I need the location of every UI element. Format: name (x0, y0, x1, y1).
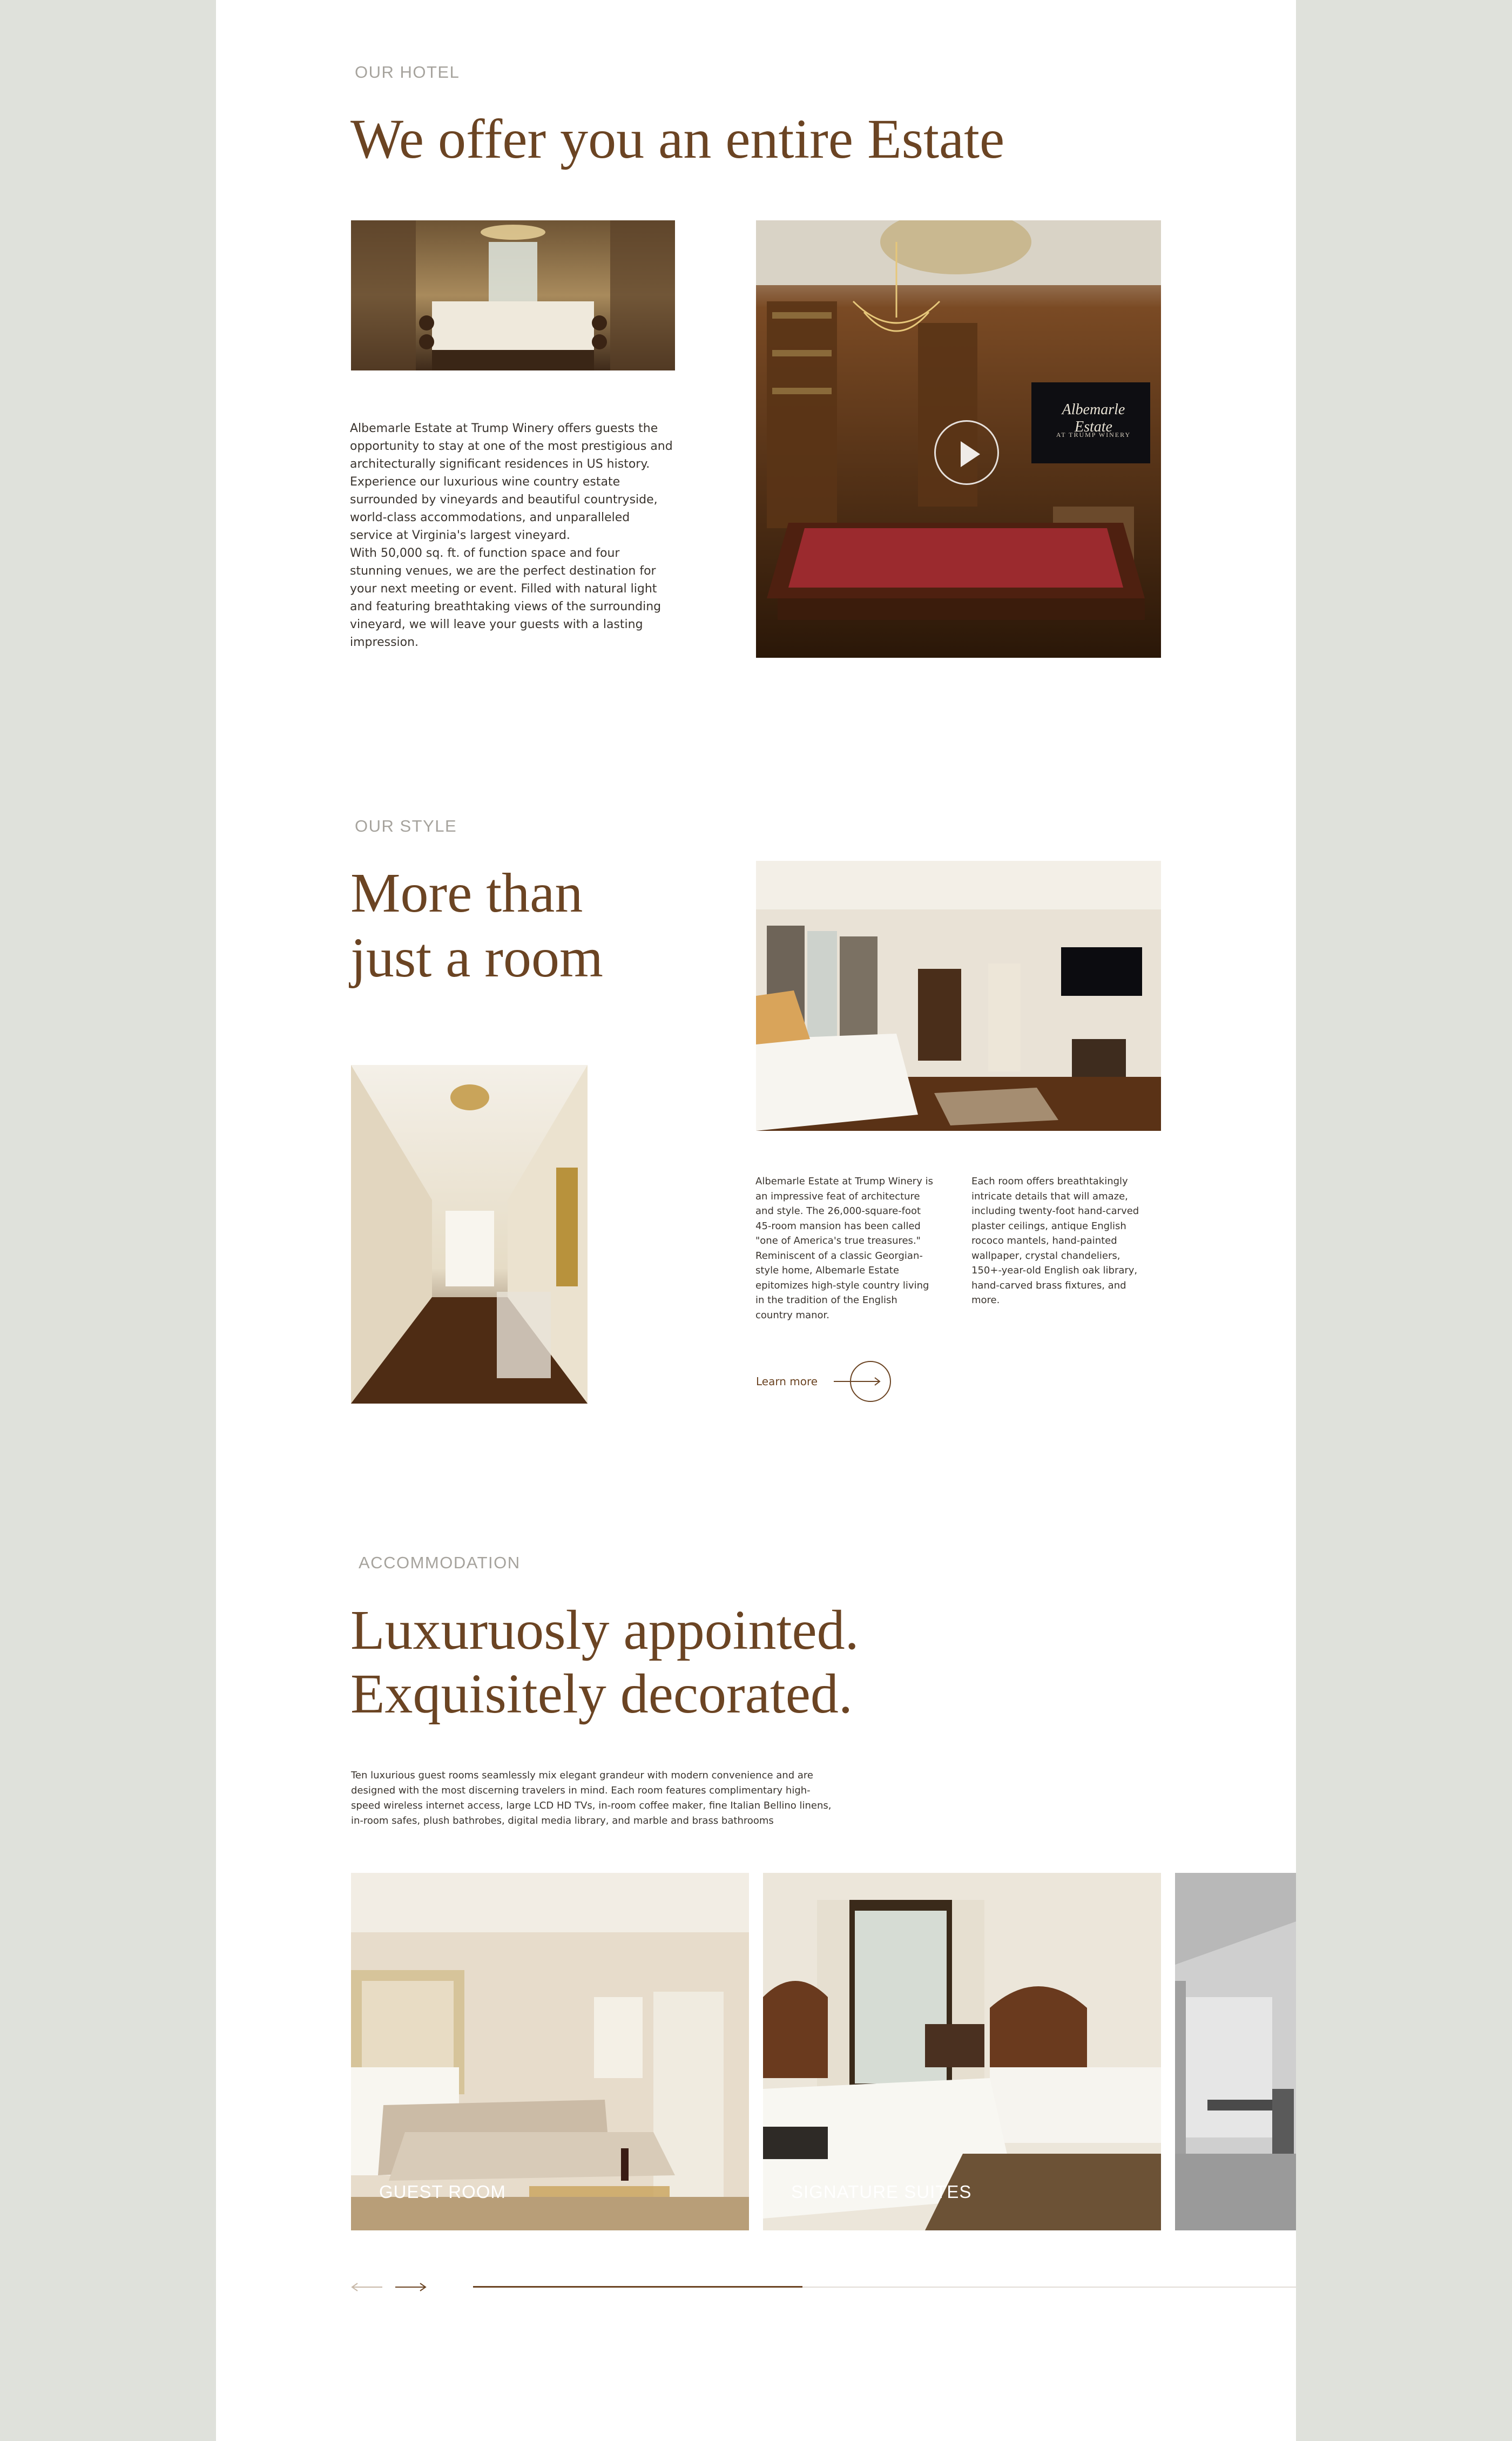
arrow-circle-icon (833, 1360, 892, 1403)
hotel-paragraph: Experience our luxurious wine country estate surrounded by vineyards and beautiful countryside, world-class accommodations, and unparalleled service at Virginia's largest vineyard. (350, 475, 658, 542)
room-card-label: SIGNATURE SUITES (791, 2182, 972, 2202)
learn-more-label: Learn more (756, 1375, 818, 1388)
room-card-guest-room[interactable] (351, 1873, 749, 2230)
hotel-description (350, 420, 674, 651)
style-title-line: just a room (350, 927, 603, 989)
signature-suites-image (763, 1873, 1161, 2230)
style-column-2: Each room offers breathtakingly intricate details that will amaze, including twenty-foot hand-carved plaster ceilings, antique English rococo mantels, hand-painted wallpaper, crystal chandeliers, 150+-year-old English oak library, hand-carved brass fixtures, and more. (971, 1176, 1139, 1306)
page-content (216, 0, 1296, 2441)
estate-sign-subtext: AT TRUMP WINERY (1056, 431, 1131, 439)
accommodation-title-line: Luxuruosly appointed. (350, 1599, 859, 1661)
slider-next-button[interactable] (394, 2279, 427, 2295)
section-eyebrow-hotel: OUR HOTEL (355, 63, 460, 82)
room-card-partial[interactable] (1175, 1873, 1296, 2230)
room-card-signature-suites[interactable] (763, 1873, 1161, 2230)
accommodation-title-line: Exquisitely decorated. (350, 1663, 853, 1725)
style-title-line: More than (350, 862, 583, 924)
slider-progress-fill (473, 2286, 802, 2288)
play-icon (961, 441, 980, 467)
slider-prev-button[interactable] (351, 2279, 378, 2295)
bedroom-image (756, 861, 1161, 1131)
section-eyebrow-accommodation: ACCOMMODATION (359, 1553, 521, 1572)
style-title (350, 861, 603, 990)
arrow-right-icon (394, 2279, 427, 2295)
guest-room-image (351, 1873, 749, 2230)
estate-sign-text: Albemarle Estate (1062, 401, 1125, 435)
hallway-image (351, 1065, 588, 1404)
arrow-left-icon (351, 2279, 383, 2295)
hotel-title: We offer you an entire Estate (350, 108, 1005, 170)
accommodation-description: Ten luxurious guest rooms seamlessly mix elegant grandeur with modern convenience and are designed with the most discerning travelers in mind. Each room features complimentary high-speed wireless internet access, large LCD HD TVs, in-room coffee maker, fine Italian Bellino linens, in-room safes, plush bathrobes, digital media library, and marble and brass bathrooms (351, 1770, 832, 1826)
learn-more-link[interactable] (756, 1360, 892, 1403)
play-video-button[interactable] (934, 420, 999, 485)
section-eyebrow-style: OUR STYLE (355, 817, 457, 835)
billiard-room-video[interactable] (756, 220, 1161, 658)
dining-hall-image (351, 220, 675, 370)
room-card-label: GUEST ROOM (379, 2182, 506, 2202)
hotel-paragraph: With 50,000 sq. ft. of function space and four stunning venues, we are the perfect destination for your next meeting or event. Filled with natural light and featuring breathtaking views of the surrounding vineyard, we will leave your guests with a lasting impression. (350, 547, 662, 649)
slider-progress-track[interactable] (473, 2287, 1296, 2288)
accommodation-title (350, 1599, 859, 1726)
room-image-partial (1175, 1873, 1296, 2230)
hotel-paragraph: Albemarle Estate at Trump Winery offers guests the opportunity to stay at one of the most prestigious and architecturally significant residences in US history. (350, 422, 673, 471)
style-column-1: Albemarle Estate at Trump Winery is an impressive feat of architecture and style. The 26,000-square-foot 45-room mansion has been called "one of America's true treasures." Reminiscent of a classic Georgian-style home, Albemarle Estate epitomizes high-style country living in the tradition of the English country manor. (755, 1176, 933, 1321)
